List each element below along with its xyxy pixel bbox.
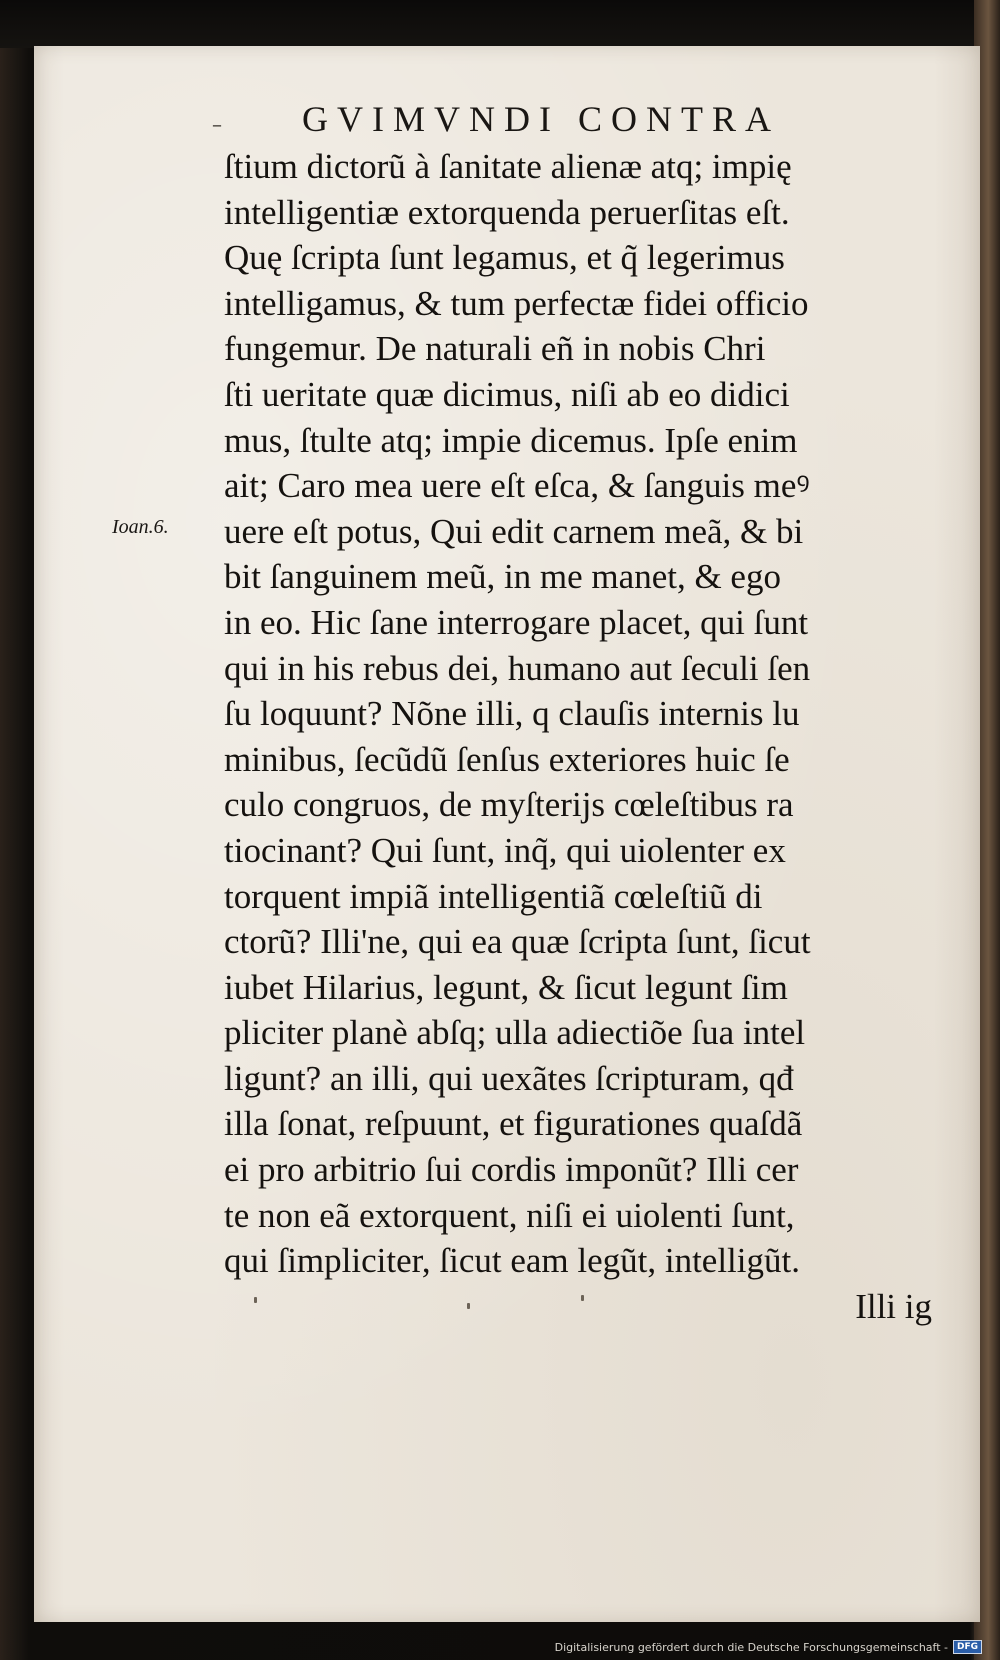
text-line: iubet Hilarius, legunt, & ſicut legunt ſim bbox=[224, 967, 788, 1007]
text-line: ſu loquunt? Nõne illi, q clauſis internis lu bbox=[224, 694, 800, 734]
ink-speck bbox=[254, 1297, 257, 1303]
text-line: uere eſt potus, Qui edit carnem meã, & bi bbox=[224, 511, 804, 551]
book-top-edge bbox=[0, 0, 1000, 48]
text-line: ctorũ? Illi'ne, qui ea quæ ſcripta ſunt, ſicut bbox=[224, 922, 811, 962]
text-line: intelligentiæ extorquenda peruerſitas eſt. bbox=[224, 192, 790, 232]
text-line: ligunt? an illi, qui uexãtes ſcripturam, qđ bbox=[224, 1058, 794, 1098]
text-line: illa ſonat, reſpuunt, et figurationes quaſdã bbox=[224, 1104, 803, 1144]
text-line: qui ſimpliciter, ſicut eam legũt, intelligũt. bbox=[224, 1241, 800, 1281]
digitization-credit bbox=[555, 1640, 982, 1654]
credit-text: Digitalisierung gefördert durch die Deutsche Forschungsgemeinschaft - bbox=[554, 1640, 948, 1654]
header-ornament: – bbox=[212, 112, 222, 136]
ink-speck bbox=[581, 1295, 584, 1301]
text-line: culo congruos, de myſterijs cœleſtibus ra bbox=[224, 785, 794, 825]
text-line: te non eã extorquent, niſi ei uiolenti ſunt, bbox=[224, 1195, 795, 1235]
running-head: GVIMVNDI CONTRA bbox=[302, 99, 780, 139]
body-text bbox=[224, 144, 944, 1329]
ink-specks bbox=[224, 1291, 624, 1311]
text-line: tiocinant? Qui ſunt, inq̃, qui uiolenter ex bbox=[224, 830, 786, 870]
marginal-note: Ioan.6. bbox=[112, 516, 169, 538]
text-line: ſti ueritate quæ dicimus, niſi ab eo didici bbox=[224, 374, 790, 414]
catchword: Illi ig bbox=[855, 1286, 932, 1326]
text-line: intelligamus, & tum perfectæ fidei officio bbox=[224, 283, 809, 323]
text-line: in eo. Hic ſane interrogare placet, qui ſunt bbox=[224, 602, 809, 642]
text-line: Quę ſcripta ſunt legamus, et q̃ legerimus bbox=[224, 238, 785, 278]
text-line: mus, ſtulte atq; impie dicemus. Ipſe enim bbox=[224, 420, 798, 460]
book-page bbox=[34, 46, 980, 1622]
text-line: torquent impiã intelligentiã cœleſtiũ di bbox=[224, 876, 763, 916]
text-line: ſtium dictorũ à ſanitate alienæ atq; impię bbox=[224, 147, 792, 186]
text-line: qui in his rebus dei, humano aut ſeculi ſen bbox=[224, 648, 811, 688]
text-line: pliciter planè abſq; ulla adiectiõe ſua intel bbox=[224, 1013, 806, 1053]
ink-speck bbox=[467, 1303, 470, 1309]
text-line: ait; Caro mea uere eſt eſca, & ſanguis meꝰ bbox=[224, 466, 810, 506]
text-line: minibus, ſecũdũ ſenſus exteriores huic ſe bbox=[224, 739, 790, 779]
text-line: bit ſanguinem meũ, in me manet, & ego bbox=[224, 557, 781, 597]
dfg-logo: DFG bbox=[953, 1640, 982, 1654]
page-header bbox=[34, 98, 980, 138]
text-line: ei pro arbitrio ſui cordis imponũt? Illi cer bbox=[224, 1150, 799, 1190]
text-line: fungemur. De naturali eñ in nobis Chri bbox=[224, 329, 766, 369]
